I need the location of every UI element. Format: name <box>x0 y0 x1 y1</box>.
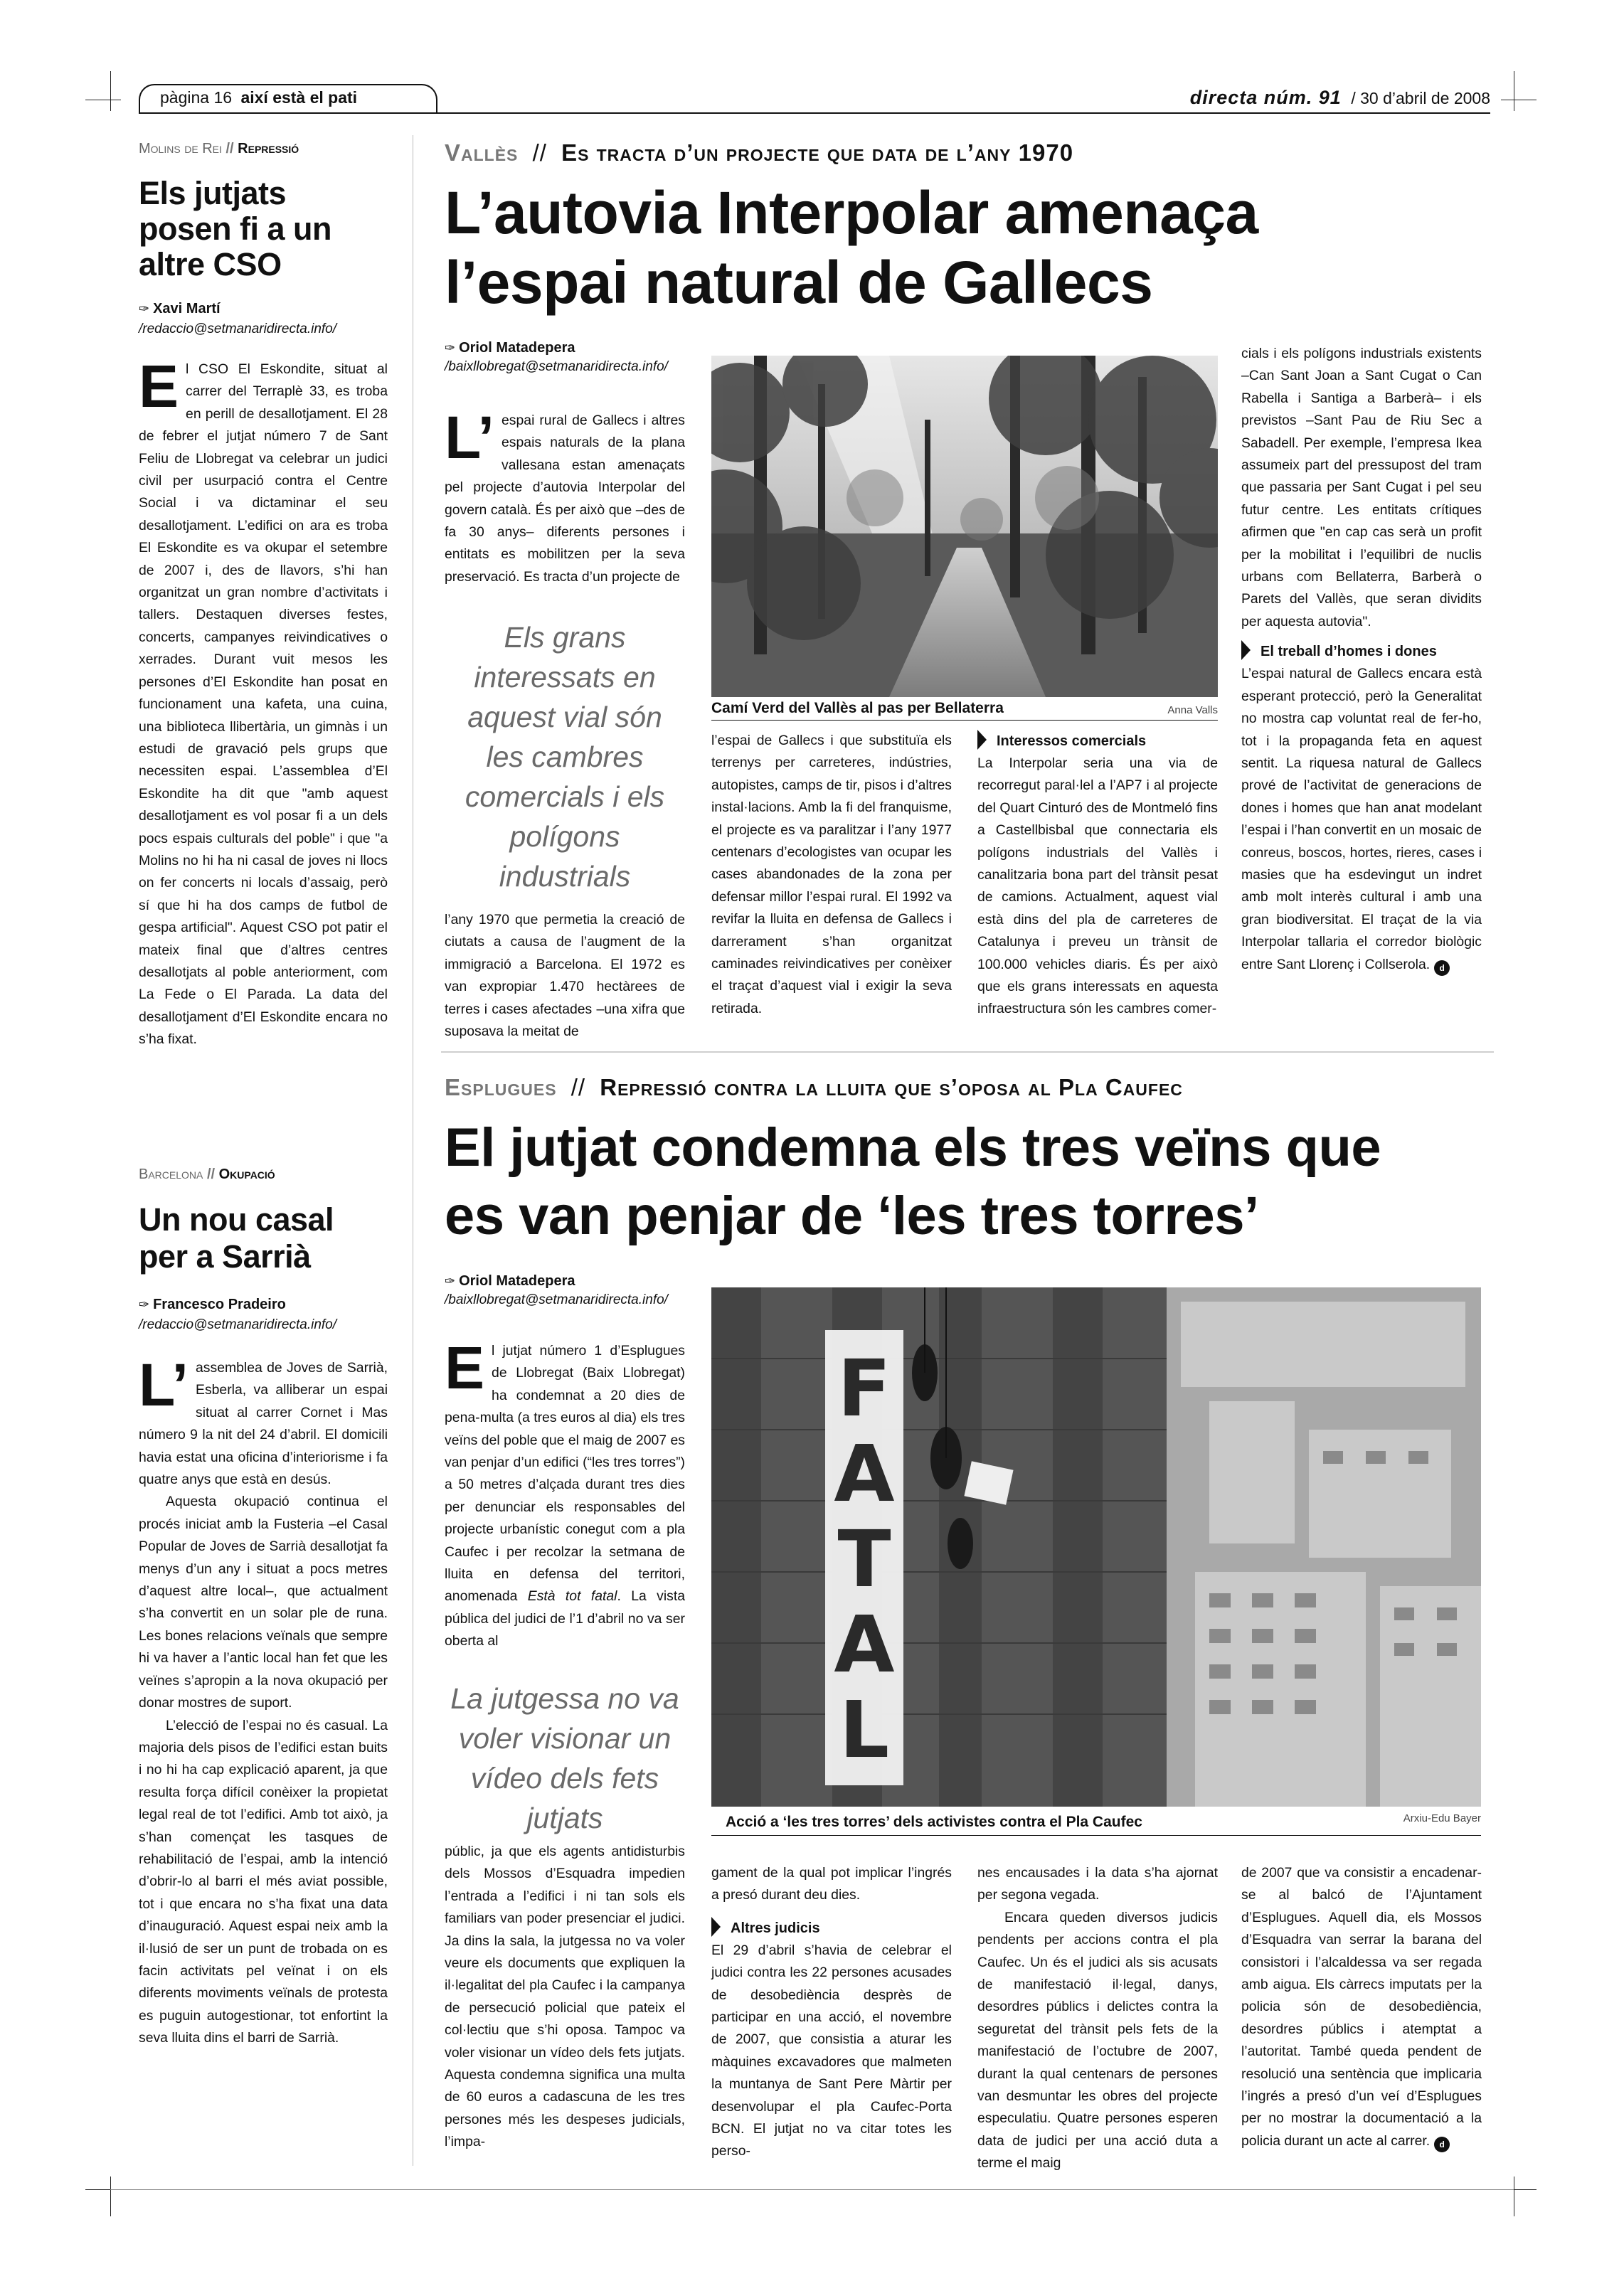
end-mark-icon: d <box>1434 2137 1450 2152</box>
author-name: Xavi Martí <box>153 301 221 317</box>
kicker <box>139 141 388 157</box>
kicker-separator: // <box>532 139 547 166</box>
header-rule <box>139 112 1490 114</box>
author-email[interactable]: /redaccio@setmanaridirecta.info/ <box>139 321 337 336</box>
svg-text:A: A <box>834 1428 895 1519</box>
body-text: Encara queden diversos judicis pendents per accions contra el pla Caufec. Un és el judici als sis acusats de manifestació il·legal, danys, desordres públics i delictes contra la seguretat del trànsit pels fets de la manifestació de l’octubre de 2007, durant la qual centenars de persones van desmuntar les obres del projecte especulatiu. Quatre persones esperen data de judici per una acció duta a terme el maig <box>977 1909 1218 2172</box>
bullet-triangle-icon <box>711 1917 721 1937</box>
article-body <box>139 1351 388 2050</box>
body-text: La Interpolar seria una via de recorregut paral·lel a l’AP7 i al projecte del Quart Cinturó des de Montmeló fins a Castellbisbal que connectaria els polígons industrials del Vallès i canalitzaria bona part del trànsit pesat de camions. Actualment, aquest vial està dins del pla de carreteres de Catalunya i preveu un trànsit de 100.000 vehicles diaris. És per això que els grans interessats en aquesta infraestructura són les cambres comer- <box>977 755 1218 1017</box>
issue-date: / 30 d’abril de 2008 <box>1351 89 1490 107</box>
photo-credit: Arxiu-Edu Bayer <box>1403 1812 1481 1824</box>
article-2-col-1 <box>445 1334 685 1653</box>
pull-quote: Els grans interessats en aquest vial són les cambres comercials i els polígons industrials <box>465 621 665 893</box>
author-email[interactable]: /redaccio@setmanaridirecta.info/ <box>139 1317 337 1332</box>
kicker-place: Barcelona <box>139 1166 203 1182</box>
article-1-col-1-continued <box>445 909 685 1043</box>
headline: Un nou casal per a Sarrià <box>139 1201 334 1275</box>
photo-caption-row <box>711 1814 1481 1836</box>
headline-line: l’espai natural de Gallecs <box>445 249 1153 316</box>
forest-photo-illustration <box>711 356 1218 697</box>
body-text: nes encausades i la data s’ha ajornat per segona vegada. <box>977 1865 1218 1903</box>
photo-caption-row <box>711 700 1218 721</box>
article-separator <box>441 1051 1494 1053</box>
pen-icon: ✑ <box>139 1297 154 1312</box>
forest-path-photo <box>711 356 1218 697</box>
article-1-headline <box>445 178 1497 317</box>
crop-mark <box>110 71 111 111</box>
page-header <box>139 84 1490 115</box>
article-2-byline <box>445 1273 701 1308</box>
article-2-kicker <box>445 1074 1497 1101</box>
headline-line: El jutjat condemna els tres veïns que <box>445 1117 1381 1178</box>
body-text: El 29 d’abril s’havia de celebrar el judici contra les 22 persones acusades de desobediència desprès de participar en una acció, el novembre de 2007, que consistia a aturar les màquines excavadores que malmeten la muntanya de Sant Pere Màrtir per desenvolupar el pla Caufec-Porta BCN. El jutjat no va citar totes les perso- <box>711 1942 952 2159</box>
body-paragraph: Aquesta okupació continua el procés iniciat amb la Fusteria –el Casal Popular de Joves de Sarrià desallotjat fa menys d’un any i situat a pocs metres d’aquest altre local–, que actualment s’ha convertit en un solar ple de runa. Les bones relacions veïnals que sempre hi va haver a l’antic local han fet que les veïnes s’apropin a la nova okupació per donar mostres de suport. <box>139 1494 388 1711</box>
svg-text:L: L <box>839 1684 890 1775</box>
article-2-col-3 <box>977 1862 1218 2175</box>
body-text: gament de la qual pot implicar l’ingrés a presó durant deu dies. <box>711 1865 952 1903</box>
header-publication <box>1190 87 1490 109</box>
body-text: . La vista pública del judici de l’1 d’abril no va ser oberta al <box>445 1588 685 1649</box>
issue-number: directa núm. 91 <box>1189 87 1342 108</box>
author-name: Francesco Pradeiro <box>153 1297 286 1312</box>
subhead: Altres judicis <box>711 1917 952 1940</box>
kicker-topic: Repressió <box>238 141 299 156</box>
subhead: Interessos comercials <box>977 730 1218 753</box>
article-1-col-3 <box>977 730 1218 1021</box>
drop-cap: L’ <box>445 404 495 471</box>
end-mark-icon: d <box>1434 960 1450 976</box>
body-text: l CSO El Eskondite, situat al carrer del Terraplè 33, es troba en perill de desallotjament. El 28 de febrer el jutjat número 7 de Sant Feliu de Llobregat va celebrar un judici civil per usurpació contra el Centre Social i va dictaminar el seu desallotjament. L’edifici on ara es troba El Eskondite es va okupar el setembre de 2007 i, des de llavors, s’hi han organitzat un gran nombre d’activitats i tallers. Destaquen diverses festes, concerts, campanyes reivindicatives o xerrades. Durant vuit mesos les persones d’El Eskondite han posat en funcionament una kafeta, una cuina, una biblioteca llibertària, un gimnàs i un estudi de gravació pels grups que necessiten espai. L’assemblea d’El Eskondite ha dit que "amb aquest desallotjament es vol posar fi a un dels pocs espais culturals del poble" i que "a Molins no hi ha ni casal de joves ni llocs on fer concerts ni locals d’assaig, però sí que hi ha dos camps de futbol de gespa artificial". Aquest CSO pot patir el mateix final que d’altres centres desallotjats al poble anteriorment, com La Fede o El Parada. La data del desallotjament d’El Eskondite encara no s’ha fixat. <box>139 361 388 1048</box>
kicker-separator: // <box>570 1074 586 1100</box>
author-email[interactable]: /baixllobregat@setmanaridirecta.info/ <box>445 1292 668 1307</box>
article-1-byline <box>445 340 701 375</box>
byline <box>139 301 388 337</box>
bullet-triangle-icon <box>1241 640 1251 660</box>
photo-caption: Acció a ‘les tres torres’ dels activistes contra el Pla Caufec <box>726 1814 1142 1830</box>
author-name: Oriol Matadepera <box>459 340 575 356</box>
article-body <box>139 353 388 1051</box>
section-name: així està el pati <box>240 88 358 107</box>
article-2-col-4 <box>1241 1862 1482 2152</box>
body-text: L’espai natural de Gallecs encara està esperant protecció, però la Generalitat no mostra cap voluntat real de fer-ho, tot i la propaganda feta en aquest sentit. La riquesa natural de Gallecs prové de l’activitat de generacions de dones i homes que han anat modelant l’espai i l’han convertit en un mosaic de conreus, boscos, hortes, rieres, cases i masies que ha esdevingut un indret amb molt interès cultural i amb una gran biodiversitat. El traçat de la via Interpolar tallaria el corredor biològic entre Sant Llorenç i Collserola. <box>1241 666 1482 972</box>
photo-caption: Camí Verd del Vallès al pas per Bellaterra <box>711 700 1004 716</box>
bullet-triangle-icon <box>977 730 987 750</box>
drop-cap: L’ <box>139 1351 189 1418</box>
footer-rule <box>110 2189 1514 2190</box>
drop-cap: E <box>445 1334 485 1401</box>
header-page-label <box>160 88 357 107</box>
article-2-headline <box>445 1114 1497 1250</box>
page-number: pàgina 16 <box>160 88 233 107</box>
three-towers-photo <box>711 1287 1481 1807</box>
kicker-place: Esplugues <box>445 1074 557 1100</box>
pull-quote: La jutgessa no va voler visionar un vídeo dels fets jutjats <box>450 1682 679 1834</box>
body-paragraph: L’elecció de l’espai no és casual. La majoria dels pisos de l’edifici estan buits i no hi ha cap explicació aparent, ja que resulta força difícil conèixer la propietat legal real de tot l’edifici. Amb tot això, ja s’han començat les tasques de rehabilitació de l’espai, amb la intenció d’obrir-lo al barri el més aviat possible, tot i que encara no s’ha fixat una data d’inauguració. Aquest espai neix amb la il·lusió de ser un punt de trobada on es facin activitats pel veïnat i on els diferents moviments veïnals de protesta es puguin autogestionar, tot enfortint la seva lluita dins el barri de Sarrià. <box>139 1717 388 2046</box>
crop-mark <box>110 2177 111 2216</box>
article-2-col-2 <box>711 1862 952 2163</box>
article-2-col-1-continued <box>445 1841 685 2154</box>
campaign-name: Està tot fatal <box>527 1588 617 1605</box>
protest-banner-text: F <box>837 1343 891 1434</box>
drop-cap: E <box>139 353 179 420</box>
left-article-2 <box>139 1166 388 2050</box>
body-text: públic, ja que els agents antidisturbis dels Mossos d’Esquadra impedien l’entrada a l’edifici i ni tan sols els familiars van poder presenciar el judici. Ja dins la sala, la jutgessa no va voler veure els documents que expliquen la il·legalitat del pla Caufec i la campanya de persecució policial que pateix el col·lectiu que s’hi oposa. Tampoc va voler visionar un vídeo dels fets jutjats. Aquesta condemna significa una multa de 60 euros a cadascuna de les tres persones més les despeses judicials, l’impa- <box>445 1844 685 2150</box>
left-article-1 <box>139 141 388 1051</box>
headline-line: L’autovia Interpolar amenaça <box>445 179 1258 246</box>
pen-icon: ✑ <box>445 1274 460 1288</box>
body-text: espai rural de Gallecs i altres espais naturals de la plana vallesana estan amenaçats pel projecte d’autovia Interpolar del govern català. És per això que –des de fa 30 anys– diferents persones i entitats es mobilitzen per la seva preservació. Es tracta d’un projecte de <box>445 413 685 585</box>
author-email[interactable]: /baixllobregat@setmanaridirecta.info/ <box>445 359 668 374</box>
article-1-kicker <box>445 139 1497 166</box>
kicker-topic: Okupació <box>218 1166 275 1182</box>
subhead: El treball d’homes i dones <box>1241 640 1482 663</box>
byline <box>139 1297 388 1333</box>
body-text: l’any 1970 que permetia la creació de ciutats a causa de l’augment de la immigració a Barcelona. El 1972 es van expropiar 1.470 hectàrees de terres i cases afectades –una xifra que suposava la meitat de <box>445 912 685 1040</box>
kicker-separator: // <box>206 1166 216 1182</box>
body-text: assemblea de Joves de Sarrià, Esberla, va alliberar un espai situat al carrer Cornet i Mas número 9 la nit del 24 d’abril. El domicili havia estat una oficina d’interiorisme i fa quatre anys que està en desús. <box>139 1360 388 1488</box>
article-1-col-4 <box>1241 343 1482 976</box>
kicker-separator: // <box>225 141 234 156</box>
headline-line: es van penjar de ‘les tres torres’ <box>445 1186 1259 1246</box>
body-text: l jutjat número 1 d’Esplugues de Llobregat (Baix Llobregat) ha condemnat a 20 dies de pena-multa (a tres euros al dia) els tres veïns del poble que el maig de 2007 es van penjar d’un edifici (“les tres torres”) a 50 metres d’alçada durant tres dies per denunciar els responsables del projecte urbanístic conegut com a pla Caufec i per recolzar la setmana de lluita en defensa del territori, anomenada <box>445 1343 685 1605</box>
article-1-col-2 <box>711 730 952 1020</box>
photo-credit: Anna Valls <box>1167 704 1218 716</box>
author-name: Oriol Matadepera <box>459 1273 575 1289</box>
kicker-place: Vallès <box>445 139 519 166</box>
headline: Els jutjats posen fi a un altre CSO <box>139 175 332 282</box>
body-text: l’espai de Gallecs i que substituïa els terrenys per carreteres, indústries, autopistes, camps de tir, pisos i d’altres instal·lacions. Amb la fi del franquisme, el projecte es va paralitzar i l’any 1977 centenars d’ecologistes van ocupar les cases abandonades de la zona per defensar millor l’espai rural. El 1992 va revifar la lluita en defensa de Gallecs i darrerament s’han organitzat caminades reivindicatives per conèixer el traçat d’aquest vial i exigir la seva retirada. <box>711 733 952 1016</box>
svg-text:T: T <box>837 1514 891 1605</box>
towers-photo-illustration <box>711 1287 1481 1807</box>
body-text: cials i els polígons industrials existents –Can Sant Joan a Sant Cugat o Can Rabella i Santiga a Barberà– i els previstos –Sant Pau de Riu Sec a Sabadell. Per exemple, l’empresa Ikea assumeix part del pressupost del tram que passaria per Sant Cugat i pel seu futur centre. Les entitats crítiques afirmen que "en cap cas serà un profit per la mobilitat i l’equilibri de nuclis urbans com Bellaterra, Barberà o Parets del Vallès, que seran dividits per aquesta autovia". <box>1241 346 1482 629</box>
kicker-topic: Es tracta d’un projecte que data de l’any 1970 <box>561 139 1074 166</box>
body-text: de 2007 que va consistir a encadenar-se al balcó de l’Ajuntament d’Esplugues. Aquell dia, els Mossos d’Esquadra van serrar la barana del consistori i l’alcaldessa va ser regada amb aigua. Els càrrecs imputats per la policia són de desobediència, desordres públics i atemptat a l’autoritat. També queda pendent de resolució una sentència que implicaria l’ingrés a presó d’un veí d’Esplugues per no mostrar la documentació a la policia durant un acte al carrer. <box>1241 1865 1482 2149</box>
kicker <box>139 1166 388 1183</box>
article-1-col-1 <box>445 404 685 588</box>
kicker-place: Molins de Rei <box>139 141 222 156</box>
pen-icon: ✑ <box>445 341 460 355</box>
pen-icon: ✑ <box>139 302 154 316</box>
svg-text:A: A <box>834 1599 895 1690</box>
kicker-topic: Repressió contra la lluita que s’oposa al Pla Caufec <box>600 1074 1183 1100</box>
